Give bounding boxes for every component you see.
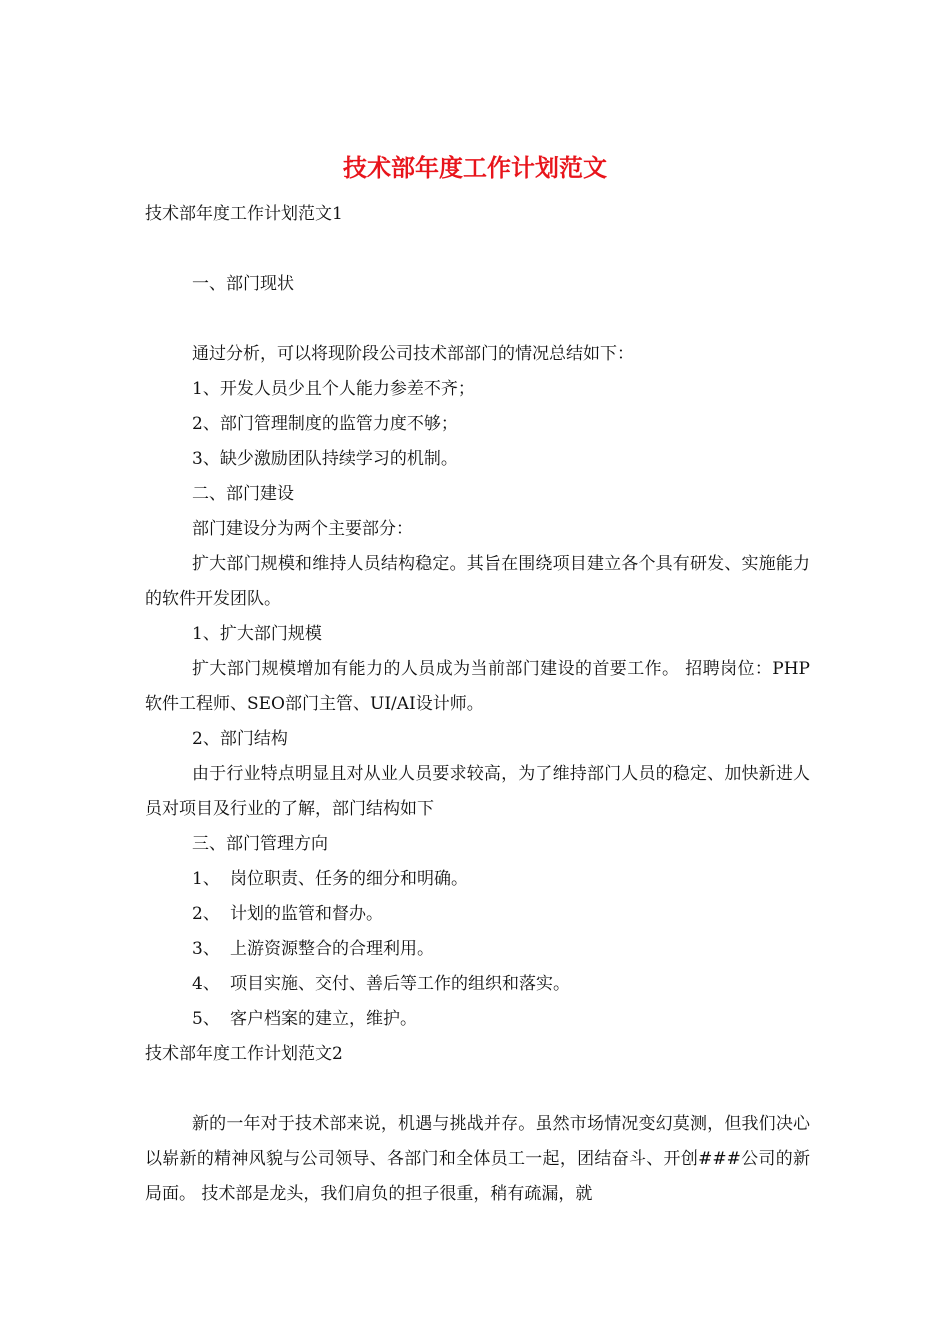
list-item (145, 932, 810, 967)
paragraph-structure: 由于行业特点明显且对从业人员要求较高，为了维持部门人员的稳定、加快新进人员对项目及行业的了解，部门结构如下 (145, 764, 810, 819)
list-text: 客户档案的建立，维护。 (230, 1009, 417, 1029)
list-number: 2、 (192, 904, 220, 924)
list-text: 岗位职责、任务的细分和明确。 (230, 869, 468, 889)
list-item (145, 1002, 810, 1037)
list-item: 2、部门管理制度的监管力度不够； (192, 414, 458, 434)
paragraph-recruitment: 扩大部门规模增加有能力的人员成为当前部门建设的首要工作。 招聘岗位：PHP软件工程师、SEO部门主管、UI/AI设计师。 (145, 659, 810, 714)
list-text: 上游资源整合的合理利用。 (230, 939, 434, 959)
blank-line (145, 302, 810, 337)
list-item (145, 862, 810, 897)
list-number: 4、 (192, 974, 220, 994)
paragraph-building-parts: 部门建设分为两个主要部分： (192, 519, 413, 539)
heading-dept-structure: 2、部门结构 (192, 729, 288, 749)
heading-management-direction: 三、部门管理方向 (192, 834, 328, 854)
list-number: 5、 (192, 1009, 220, 1029)
blank-line (145, 1072, 810, 1107)
section-2-heading: 技术部年度工作计划范文2 (145, 1044, 343, 1064)
paragraph-new-year: 新的一年对于技术部来说，机遇与挑战并存。虽然市场情况变幻莫测，但我们决心以崭新的精神风貌与公司领导、各部门和全体员工一起，团结奋斗、开创###公司的新局面。 技术部是龙头，我们肩负的担子很重，稍有疏漏，就 (145, 1114, 810, 1204)
list-item (145, 967, 810, 1002)
list-item: 3、缺少激励团队持续学习的机制。 (192, 449, 458, 469)
list-item: 1、开发人员少且个人能力参差不齐； (192, 379, 475, 399)
paragraph-expand-stable: 扩大部门规模和维持人员结构稳定。其旨在围绕项目建立各个具有研发、实施能力的软件开发团队。 (145, 554, 810, 609)
list-number: 1、 (192, 869, 220, 889)
list-text: 计划的监管和督办。 (230, 904, 383, 924)
document-title: 技术部年度工作计划范文 (343, 153, 607, 182)
heading-dept-building: 二、部门建设 (192, 484, 294, 504)
heading-dept-status: 一、部门现状 (192, 274, 294, 294)
section-1-heading: 技术部年度工作计划范文1 (145, 204, 343, 224)
blank-line (145, 232, 810, 267)
list-number: 3、 (192, 939, 220, 959)
document-body (145, 197, 810, 1212)
paragraph-analysis: 通过分析，可以将现阶段公司技术部部门的情况总结如下： (192, 344, 634, 364)
list-text: 项目实施、交付、善后等工作的组织和落实。 (230, 974, 570, 994)
heading-expand-scale: 1、扩大部门规模 (192, 624, 322, 644)
list-item (145, 897, 810, 932)
